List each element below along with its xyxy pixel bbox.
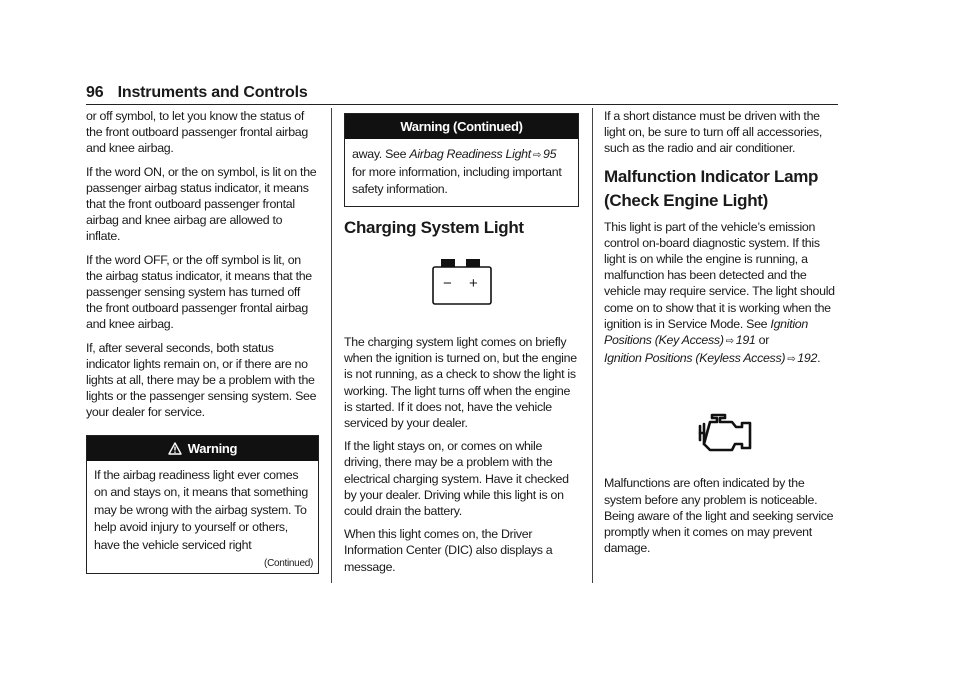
- paragraph: If the word OFF, or the off symbol is lit, on the airbag status indicator, it means that the passenger sensing system has turned off the front outboard passenger frontal airbag and knee airbag.: [86, 252, 312, 332]
- battery-minus: −: [443, 275, 452, 292]
- continued-label: (Continued): [264, 558, 313, 570]
- paragraph: [604, 219, 840, 369]
- paragraph: If the light stays on, or comes on while driving, there may be a problem with the electrical charging system. Have it checked by your dealer. Driving while this light is on could drain the battery.: [344, 439, 569, 519]
- warning-title: Warning: [187, 440, 238, 456]
- section-heading: [604, 165, 840, 213]
- header-rule: [86, 104, 838, 105]
- paragraph: If, after several seconds, both status indicator lights remain on, or if there are no lights at all, there may be a problem with the lights or the passenger sensing system. See your dealer for service.: [86, 340, 317, 420]
- section-title: Instruments and Controls: [117, 84, 308, 101]
- text: .: [817, 351, 821, 366]
- column-divider-1: [331, 108, 332, 583]
- ref-arrow-icon: ⇨: [725, 336, 734, 348]
- link-page[interactable]: 192: [797, 351, 818, 366]
- column-3: [604, 108, 840, 563]
- text: This light is part of the vehicle’s emission control on-board diagnostic system. If this light is on while the engine is running, a malfunction has been detected and the vehicle may require service. The light should come on to show that it is working when the ignition is in Service Mode. See: [604, 219, 835, 331]
- section-heading: Charging System Light: [344, 218, 524, 237]
- paragraph: or off symbol, to let you know the status of the front outboard passenger frontal airbag and knee airbag.: [86, 109, 308, 156]
- column-divider-2: [592, 108, 593, 583]
- heading-line: Malfunction Indicator Lamp: [604, 166, 819, 186]
- link-ignition-keyless-access[interactable]: Ignition Positions (Keyless Access): [604, 351, 786, 366]
- link-airbag-readiness-light[interactable]: Airbag Readiness Light: [409, 147, 531, 161]
- ref-arrow-icon: ⇨: [787, 354, 796, 366]
- warning-text: away. See: [352, 147, 410, 161]
- link-page[interactable]: 191: [735, 333, 756, 348]
- paragraph: If the word ON, or the on symbol, is lit on the passenger airbag status indicator, it means that the front outboard passenger frontal airbag and knee airbag are allowed to inflate.: [86, 164, 317, 244]
- warning-text: for more information, including important safety information.: [352, 165, 562, 196]
- paragraph: If a short distance must be driven with the light on, be sure to turn off all accessories, such as the radio and air conditioner.: [604, 109, 823, 156]
- ref-arrow-icon: ⇨: [532, 150, 542, 161]
- paragraph: When this light comes on, the Driver Information Center (DIC) also displays a message.: [344, 527, 553, 574]
- text: or: [755, 333, 770, 348]
- column-2: [344, 108, 579, 582]
- page-number: 96: [86, 84, 104, 101]
- warning-header: [87, 436, 318, 461]
- battery-plus: +: [469, 275, 478, 292]
- paragraph: The charging system light comes on briefly when the ignition is turned on, but the engine is not running, as a check to show the light is working. The light turns off when the engine is started. If it does not, have the vehicle serviced by your dealer.: [344, 335, 577, 431]
- heading-line: (Check Engine Light): [604, 190, 769, 210]
- warning-header: Warning (Continued): [345, 114, 578, 139]
- battery-icon: [344, 240, 579, 328]
- warning-triangle-icon: [168, 438, 182, 463]
- link-page[interactable]: 95: [543, 147, 557, 161]
- warning-body: [345, 139, 578, 206]
- warning-box-continued: [344, 113, 579, 207]
- column-1: [86, 108, 319, 574]
- check-engine-icon: [604, 375, 840, 473]
- warning-box: [86, 435, 319, 575]
- paragraph: Malfunctions are often indicated by the system before any problem is noticeable. Being aware of the light and seeking service promptly when it comes on may prevent damage.: [604, 476, 834, 556]
- page-header: [86, 84, 838, 102]
- warning-body: If the airbag readiness light ever comes on and stays on, it means that something may be wrong with the airbag system. To help avoid injury to yourself or others, have the vehicle serviced right: [94, 467, 308, 552]
- link-ignition-key-access[interactable]: Ignition Positions (Key Access): [604, 316, 808, 348]
